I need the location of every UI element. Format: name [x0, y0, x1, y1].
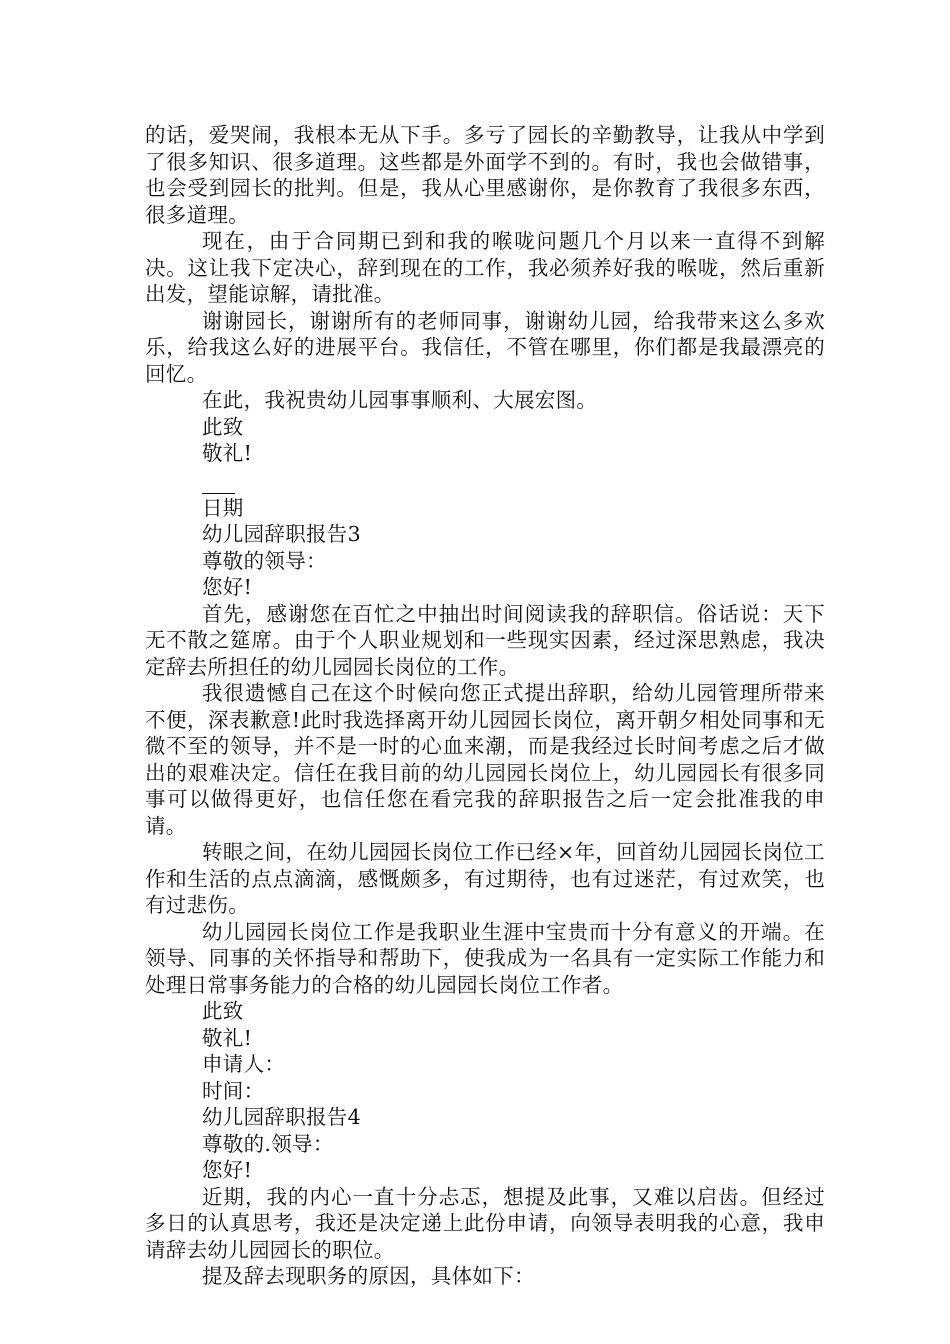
greeting-hello: 您好!	[202, 1158, 253, 1182]
applicant-label: 申请人：	[202, 1052, 286, 1076]
body-paragraph: 现在，由于合同期已到和我的喉咙问题几个月以来一直得不到解决。这让我下定决心，辞到现在的工作，我必须养好我的喉咙，然后重新出发，望能谅解，请批准。	[145, 229, 825, 306]
salutation-cizhi: 此致	[202, 999, 244, 1023]
time-label: 时间：	[202, 1078, 265, 1103]
salutation-jingli: 敬礼!	[202, 441, 253, 465]
section-title: 幼儿园辞职报告3	[202, 522, 361, 546]
body-paragraph: 提及辞去现职务的原因，具体如下：	[202, 1264, 535, 1288]
greeting-recipient: 尊敬的.领导：	[202, 1131, 334, 1156]
document-body	[145, 122, 825, 1290]
salutation-cizhi: 此致	[202, 414, 244, 439]
section-title: 幼儿园辞职报告4	[202, 1105, 361, 1129]
closing-wish: 在此，我祝贵幼儿园事事顺利、大展宏图。	[202, 388, 598, 412]
greeting-hello: 您好!	[202, 575, 253, 599]
signature-line	[202, 481, 235, 494]
body-paragraph: 的话，爱哭闹，我根本无从下手。多亏了园长的辛勤教导，让我从中学到了很多知识、很多道理。这些都是外面学不到的。有时，我也会做错事，也会受到园长的批判。但是，我从心里感谢你，是你教育了我很多东西，很多道理。	[145, 123, 825, 227]
date-label: 日期	[202, 495, 244, 520]
greeting-recipient: 尊敬的领导：	[202, 548, 327, 573]
body-paragraph: 幼儿园园长岗位工作是我职业生涯中宝贵而十分有意义的开端。在领导、同事的关怀指导和帮助下，使我成为一名具有一定实际工作能力和处理日常事务能力的合格的幼儿园园长岗位工作者。	[145, 919, 825, 997]
body-paragraph: 近期，我的内心一直十分忐忑，想提及此事，又难以启齿。但经过多日的认真思考，我还是决定递上此份申请，向领导表明我的心意，我申请辞去幼儿园园长的职位。	[145, 1184, 825, 1262]
salutation-jingli: 敬礼!	[202, 1025, 253, 1050]
body-paragraph: 谢谢园长，谢谢所有的老师同事，谢谢幼儿园，给我带来这么多欢乐，给我这么好的进展平台。我信任，不管在哪里，你们都是我最漂亮的回忆。	[145, 308, 825, 386]
body-paragraph: 首先，感谢您在百忙之中抽出时间阅读我的辞职信。俗话说：天下无不散之筵席。由于个人职业规划和一些现实因素，经过深思熟虑，我决定辞去所担任的幼儿园园长岗位的工作。	[145, 601, 825, 679]
spacer	[145, 467, 825, 481]
body-paragraph: 转眼之间，在幼儿园园长岗位工作已经×年，回首幼儿园园长岗位工作和生活的点点滴滴，感慨颇多，有过期待，也有过迷茫，有过欢笑，也有过悲伤。	[145, 840, 825, 917]
body-paragraph: 我很遗憾自己在这个时候向您正式提出辞职，给幼儿园管理所带来不便，深表歉意!此时我选择离开幼儿园园长岗位，离开朝夕相处同事和无微不至的领导，并不是一时的心血来潮，而是我经过长时间考虑之后才做出的艰难决定。信任在我目前的幼儿园园长岗位上，幼儿园园长有很多同事可以做得更好，也信任您在看完我的辞职报告之后一定会批准我的申请。	[145, 681, 825, 838]
